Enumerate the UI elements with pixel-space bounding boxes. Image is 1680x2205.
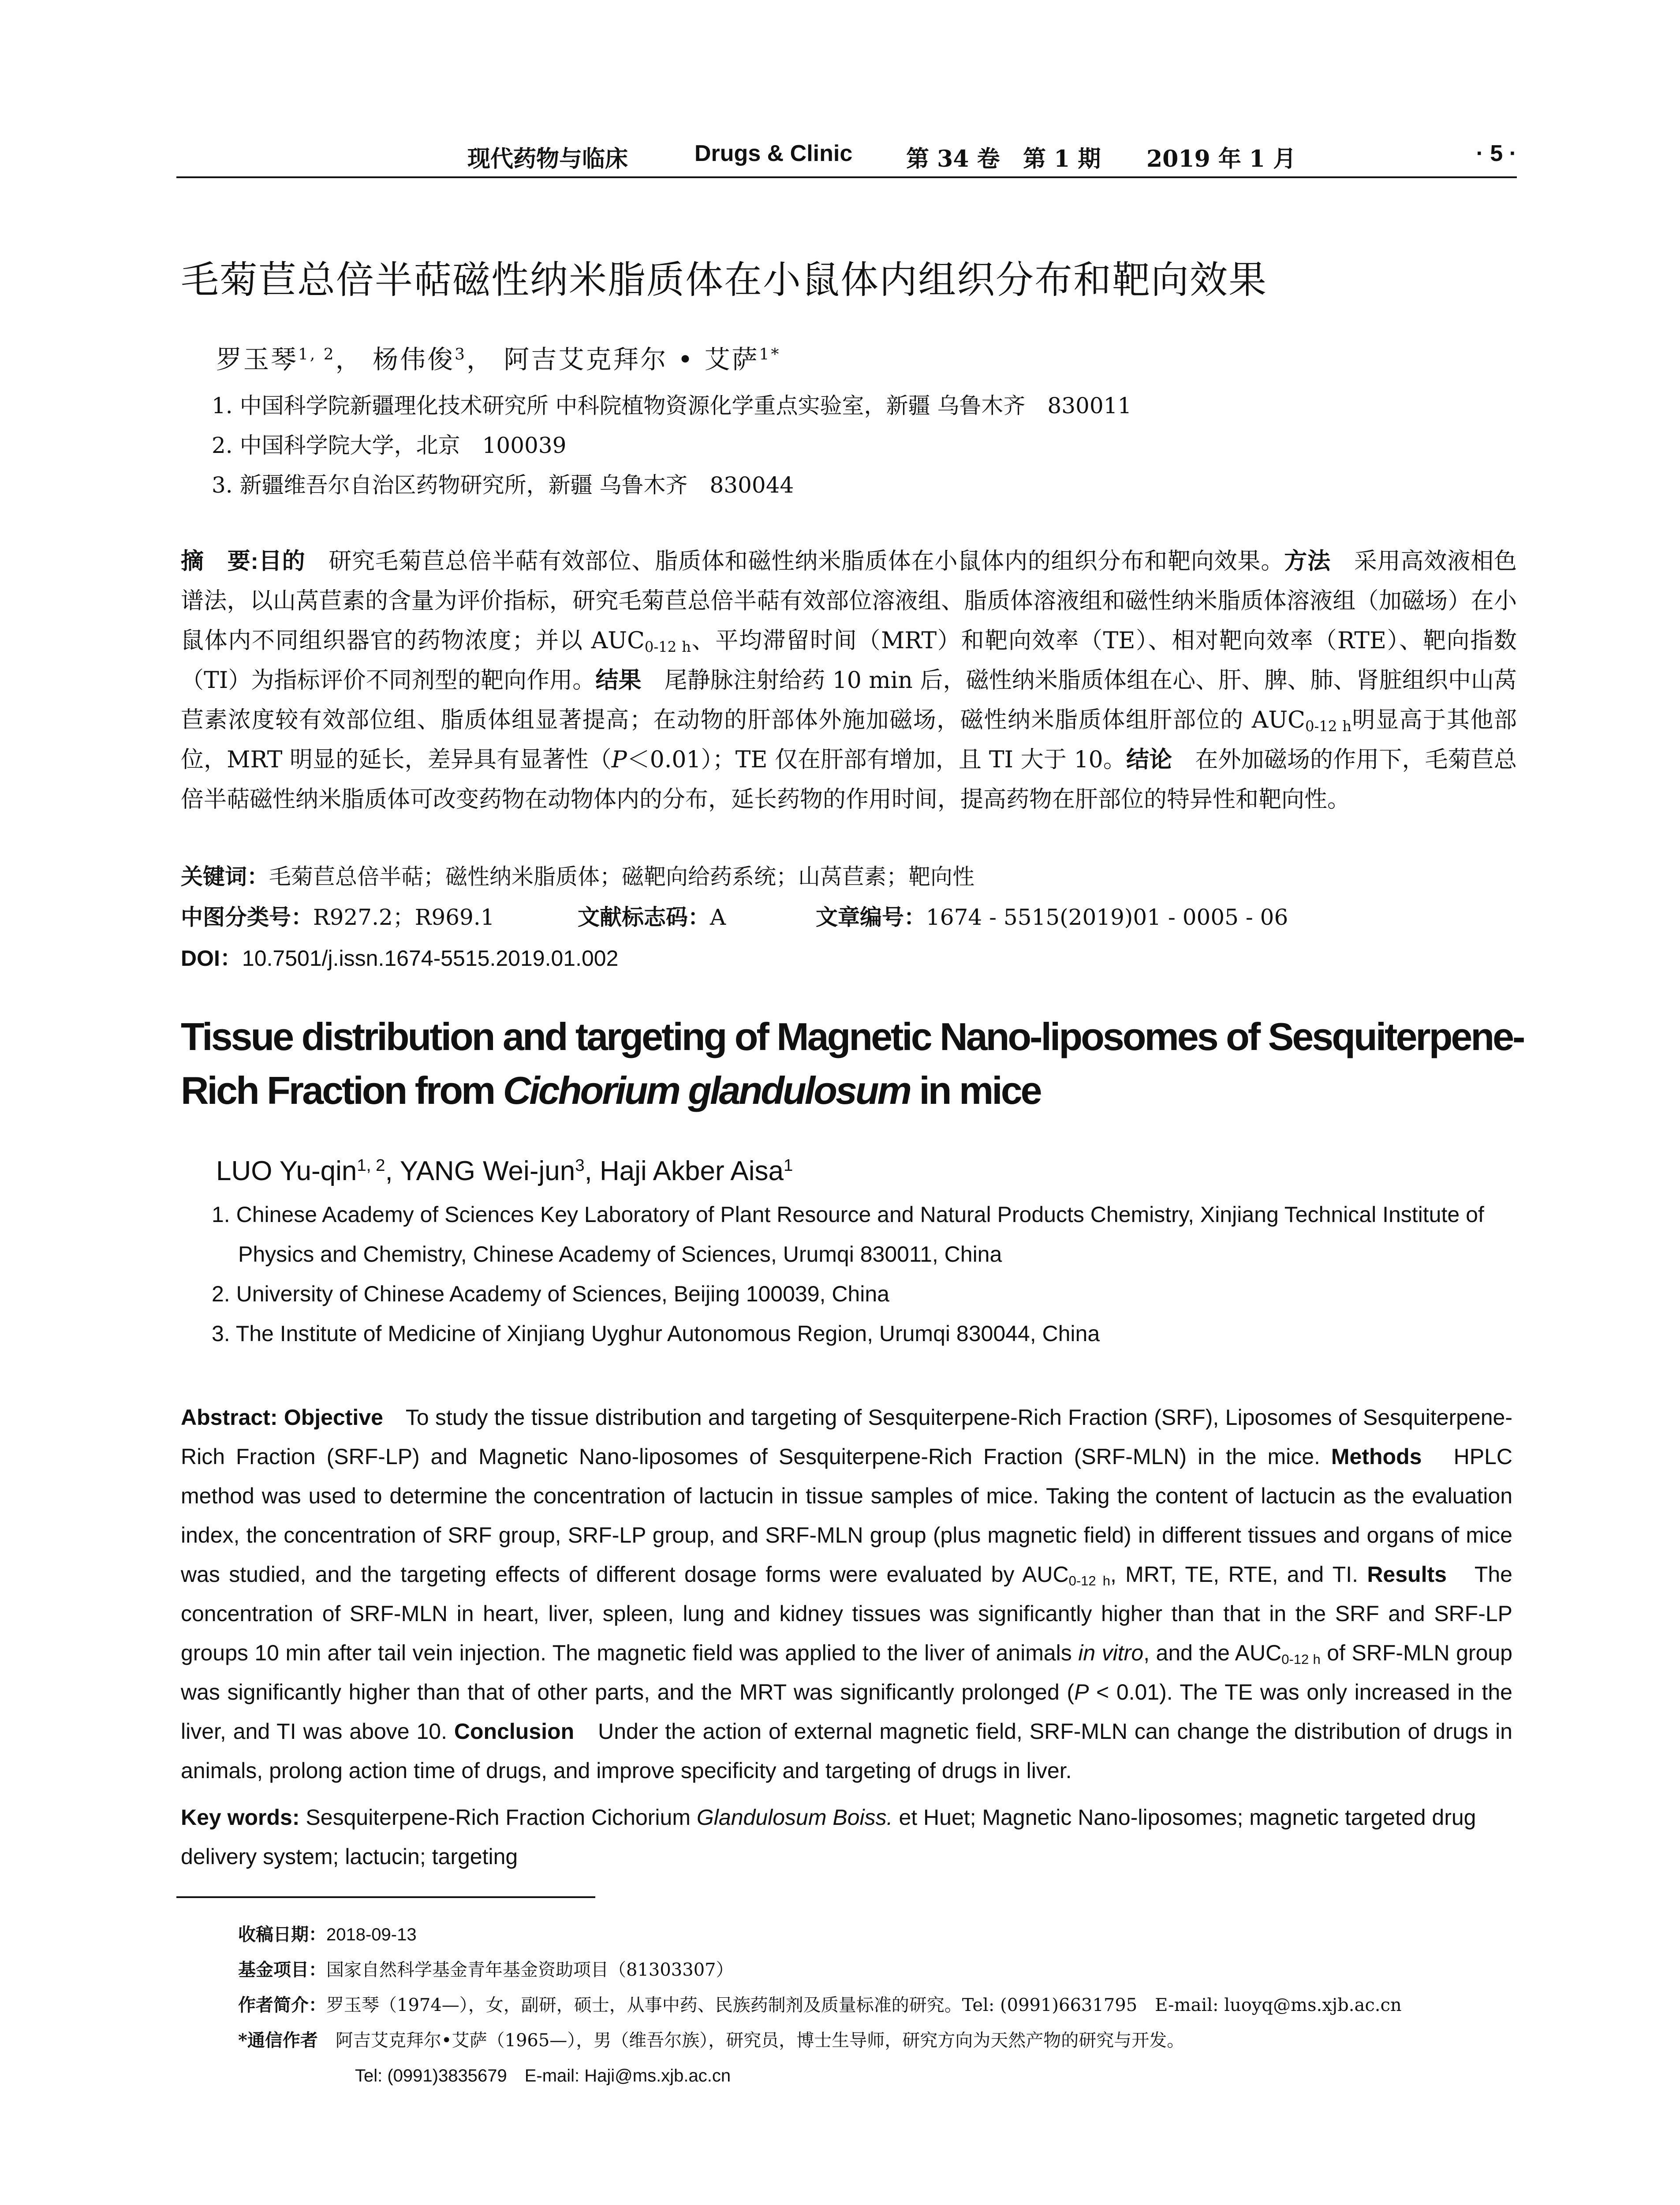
cn-affiliation: 3. 新疆维吾尔自治区药物研究所，新疆 乌鲁木齐 830044 (212, 472, 794, 498)
en-title-text: Tissue distribution and targeting of Magnetic Nano-liposomes of Sesquiterpene-Rich Fraction from (181, 1015, 1524, 1112)
article-no-label: 文章编号： (816, 904, 926, 930)
footnote-label: *通信作者 (238, 2030, 318, 2051)
en-keywords-label: Key words: (181, 1805, 300, 1830)
cn-objective-label: 目的 (258, 549, 306, 574)
en-objective-label: Objective (284, 1405, 383, 1430)
en-affiliation: Physics and Chemistry, Chinese Academy of Sciences, Urumqi 830011, China (238, 1242, 1002, 1267)
journal-name-cn: 现代药物与临床 (467, 146, 628, 172)
cn-objective-text: 研究毛菊苣总倍半萜有效部位、脂质体和磁性纳米脂质体在小鼠体内的组织分布和靶向效果。 (305, 548, 1284, 575)
cn-results-text: 明显高于其他部位，MRT 明显的延长，差异具有显著性（ (181, 707, 1517, 773)
footnote-text: 2018-09-13 (326, 1925, 417, 1944)
cn-classification-row (181, 900, 1517, 931)
p-symbol: P (1074, 1680, 1089, 1704)
footnote-text: 罗玉琴（1974—），女，副研，硕士，从事中药、民族药制剂及质量标准的研究。Tel: (0991)6631795 E-mail: luoyq@ms.xjb.ac.cn (326, 1995, 1402, 2015)
cn-keywords-text: 毛菊苣总倍半萜；磁性纳米脂质体；磁靶向给药系统；山莴苣素；靶向性 (269, 864, 974, 889)
en-abstract-label: Abstract: (181, 1405, 278, 1430)
footnote-text: 阿吉艾克拜尔•艾萨（1965—），男（维吾尔族），研究员，博士生导师，研究方向为天然产物的研究与开发。 (317, 2030, 1185, 2051)
en-title (181, 1010, 1530, 1117)
en-author-affil-mark: 1, 2 (357, 1155, 385, 1175)
en-keywords-italic: Glandulosum Boiss. (696, 1805, 893, 1830)
en-methods-text: , MRT, TE, RTE, and TI. (1110, 1562, 1358, 1587)
subscript: 0-12 h (644, 639, 691, 656)
footnote-received (238, 1921, 417, 1946)
running-header (176, 140, 1517, 176)
en-keywords-text: Sesquiterpene-Rich Fraction Cichorium (299, 1805, 697, 1830)
footnote-corresponding-contact: Tel: (0991)3835679 E-mail: Haji@ms.xjb.ac.cn (355, 2066, 731, 2085)
cn-affiliation: 1. 中国科学院新疆理化技术研究所 中科院植物资源化学重点实验室，新疆 乌鲁木齐 830011 (212, 393, 1132, 419)
cn-author-affil-mark: 3 (455, 345, 467, 364)
en-results-text: of SRF-MLN group was significantly higher than that of other parts, and the MRT was significantly prolonged ( (181, 1641, 1512, 1704)
doc-code-label: 文献标志码： (578, 904, 710, 930)
cn-affiliation: 2. 中国科学院大学，北京 100039 (212, 433, 567, 458)
clc-label: 中图分类号： (181, 904, 313, 930)
footnote-fund (238, 1956, 734, 1981)
p-symbol: P (611, 747, 627, 773)
en-conclusion-label: Conclusion (454, 1719, 575, 1744)
cn-authors: 罗玉琴$^{1, 2}$， 杨伟俊$^3$， 阿吉艾克拜尔 • 艾萨$^{1*}$ (216, 344, 781, 374)
en-title-text: in mice (910, 1069, 1041, 1112)
footnote-author-bio (238, 1991, 1402, 2016)
en-keywords-text: et Huet; Magnetic Nano-liposomes; magnetic targeted drug delivery system; lactucin; targeting (181, 1805, 1476, 1869)
cn-results-text: 尾静脉注射给药 10 min 后，磁性纳米脂质体组在心、肝、脾、肺、肾脏组织中山莴苣素浓度较有效部位组、脂质体组显著提高；在动物的肝部体外施加磁场，磁性纳米脂质体组肝部位的 AUC (181, 667, 1517, 733)
en-abstract (181, 1398, 1512, 1790)
cn-author-name: 杨伟俊 (373, 344, 455, 374)
cn-author-affil-mark: 1, 2 (298, 345, 336, 364)
footnote-label: 收稿日期： (238, 1924, 326, 1945)
subscript: 0-12 h (1281, 1651, 1321, 1667)
issue: 第 1 期 (1023, 146, 1101, 172)
en-title-species: Cichorium glandulosum (503, 1069, 910, 1112)
cn-methods-label: 方法 (1284, 549, 1331, 574)
en-authors: LUO Yu-qin$^{1, 2}$, YANG Wei-jun$^3$, Haji Akber Aisa$^1$ (216, 1155, 793, 1186)
en-author-name: Haji Akber Aisa (600, 1156, 784, 1186)
en-results-text: < 0.01). The TE was only increased in the liver, and TI was above 10. (181, 1680, 1512, 1744)
clc-value: R927.2；R969.1 (313, 904, 495, 930)
doc-code-value: A (710, 904, 726, 930)
en-author-affil-mark: 3 (575, 1155, 585, 1175)
footnote-corresponding (238, 2026, 1184, 2052)
subscript: 0-12 h (1068, 1573, 1110, 1588)
cn-keywords-label: 关键词： (181, 863, 269, 889)
en-author-name: YANG Wei-jun (399, 1156, 575, 1186)
page-number: · 5 · (1476, 141, 1517, 166)
en-results-text: The concentration of SRF-MLN in heart, liver, spleen, lung and kidney tissues was significantly higher than that in the SRF and SRF-LP groups 10 min after tail vein injection. The magnetic field was applied to the liver of animals (181, 1562, 1512, 1665)
cn-author-name: 罗玉琴 (216, 344, 299, 374)
cn-abstract-label: 摘 要: (181, 549, 258, 574)
en-affiliation: 3. The Institute of Medicine of Xinjiang Uyghur Autonomous Region, Urumqi 830044, China (212, 1321, 1100, 1346)
en-results-label: Results (1367, 1562, 1447, 1587)
cn-conclusion-label: 结论 (1126, 747, 1172, 773)
issue-date: 2019 年 1 月 (1146, 146, 1296, 172)
en-results-text: , and the AUC (1143, 1641, 1282, 1665)
en-objective-text: To study the tissue distribution and targeting of Sesquiterpene-Rich Fraction (SRF), Liposomes of Sesquiterpene-Rich Fraction (SRF-LP) and Magnetic Nano-liposomes of Sesquiterpene-Rich Fraction (SRF-MLN) in the mice. (181, 1405, 1512, 1469)
en-author-name: LUO Yu-qin (216, 1156, 357, 1186)
en-methods-label: Methods (1331, 1444, 1422, 1469)
cn-author-name: 阿吉艾克拜尔 • 艾萨 (504, 344, 759, 374)
en-methods-text: HPLC method was used to determine the concentration of lactucin in tissue samples of mice. Taking the content of lactucin as the evaluation index, the concentration of SRF group, SRF-LP group, and SRF-MLN group (plus magnetic field) in different tissues and organs of mice was studied, and the targeting effects of different dosage forms were evaluated by AUC (181, 1444, 1512, 1587)
footnote-label: 作者简介： (238, 1995, 326, 2015)
cn-abstract (181, 542, 1517, 819)
cn-keywords (181, 859, 974, 891)
journal-name-en: Drugs & Clinic (694, 141, 853, 166)
en-affiliation: 1. Chinese Academy of Sciences Key Laboratory of Plant Resource and Natural Products Chemistry, Xinjiang Technical Institute of (212, 1202, 1484, 1227)
volume: 第 34 卷 (906, 146, 1000, 172)
header-rule (176, 176, 1517, 178)
en-affiliation: 2. University of Chinese Academy of Sciences, Beijing 100039, China (212, 1282, 889, 1306)
footnote-text: 国家自然科学基金青年基金资助项目（81303307） (326, 1960, 734, 1980)
cn-methods-text: 采用高效液相色谱法，以山莴苣素的含量为评价指标，研究毛菊苣总倍半萜有效部位溶液组、脂质体溶液组和磁性纳米脂质体溶液组（加磁场）在小鼠体内不同组织器官的药物浓度；并以 AUC (181, 548, 1517, 654)
cn-methods-text: 、平均滞留时间（MRT）和靶向效率（TE）、相对靶向效率（RTE）、靶向指数（TI）为指标评价不同剂型的靶向作用。 (181, 628, 1517, 694)
doi-row (181, 941, 618, 972)
en-keywords (181, 1798, 1512, 1876)
cn-author-affil-mark: 1* (759, 345, 781, 364)
en-results-italic: in vitro (1078, 1641, 1144, 1665)
doi-label: DOI： (181, 946, 242, 971)
cn-results-text: ＜0.01）；TE 仅在肝部有增加，且 TI 大于 10。 (627, 747, 1127, 773)
cn-results-label: 结果 (595, 668, 642, 693)
en-conclusion-text: Under the action of external magnetic field, SRF-MLN can change the distribution of drugs in animals, prolong action time of drugs, and improve specificity and targeting of drugs in liver. (181, 1719, 1512, 1783)
footnote-rule (176, 1896, 595, 1898)
doi-value: 10.7501/j.issn.1674-5515.2019.01.002 (242, 946, 619, 971)
article-no-value: 1674 - 5515(2019)01 - 0005 - 06 (926, 904, 1288, 930)
en-author-affil-mark: 1 (784, 1155, 793, 1175)
subscript: 0-12 h (1305, 718, 1351, 735)
cn-title: 毛菊苣总倍半萜磁性纳米脂质体在小鼠体内组织分布和靶向效果 (181, 259, 1267, 301)
footnote-label: 基金项目： (238, 1959, 326, 1980)
cn-conclusion-text: 在外加磁场的作用下，毛菊苣总倍半萜磁性纳米脂质体可改变药物在动物体内的分布，延长药物的作用时间，提高药物在肝部位的特异性和靶向性。 (181, 747, 1517, 813)
